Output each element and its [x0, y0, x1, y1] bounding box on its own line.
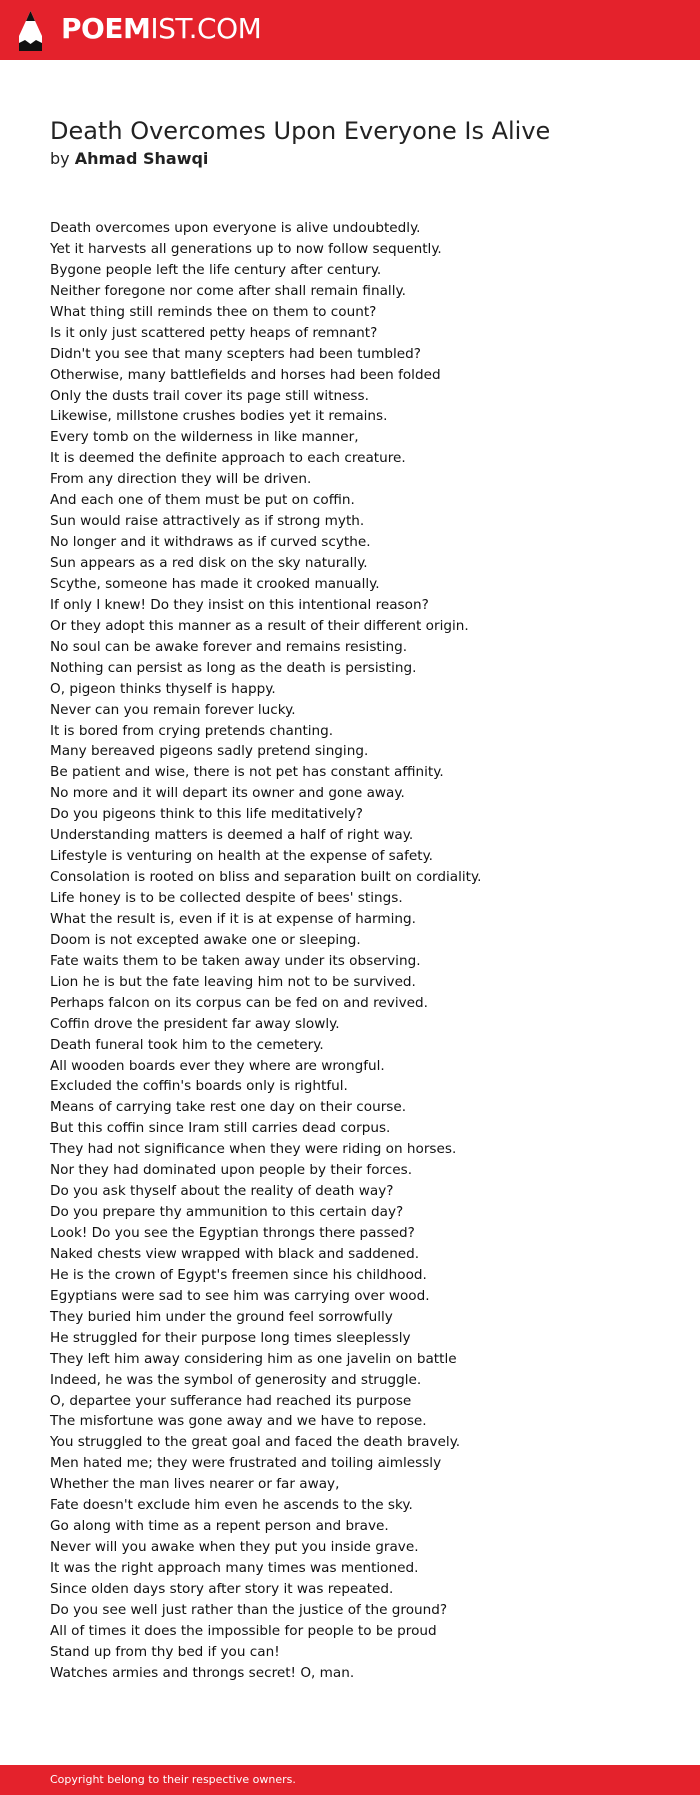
site-footer [0, 1765, 700, 1795]
poem-line: If only I knew! Do they insist on this intentional reason? [50, 596, 429, 613]
poem-line: The misfortune was gone away and we have to repose. [50, 1413, 427, 1430]
poem-line: Fate waits them to be taken away under its observing. [50, 952, 421, 969]
poem-line: Do you prepare thy ammunition to this certain day? [50, 1204, 404, 1221]
poem-line: It was the right approach many times was mentioned. [50, 1560, 419, 1576]
poem-body [50, 218, 670, 1684]
site-logo-link[interactable] [61, 11, 261, 47]
poem-line: Never will you awake when they put you inside grave. [50, 1539, 419, 1556]
poem-line: Is it only just scattered petty heaps of remnant? [50, 324, 378, 341]
poem-line: Lion he is but the fate leaving him not to be survived. [50, 973, 416, 990]
poem-line: Death overcomes upon everyone is alive undoubtedly. [50, 220, 421, 236]
poem-line: Since olden days story after story it was repeated. [50, 1580, 394, 1597]
poem-line: Only the dusts trail cover its page still witness. [50, 387, 369, 404]
poem-line: Nothing can persist as long as the death is persisting. [50, 659, 417, 676]
poem-line: It is deemed the definite approach to each creature. [50, 450, 406, 467]
poem-line: All wooden boards ever they where are wrongful. [50, 1057, 385, 1074]
poem-line: Or they adopt this manner as a result of their different origin. [50, 617, 469, 634]
poem-line: Bygone people left the life century after century. [50, 261, 382, 278]
poem-line: O, departee your sufferance had reached its purpose [50, 1392, 412, 1409]
poem-line: Didn't you see that many scepters had been tumbled? [50, 345, 422, 362]
poem-line: Do you ask thyself about the reality of death way? [50, 1183, 394, 1200]
poem-line: Yet it harvests all generations up to now follow sequently. [50, 240, 442, 257]
poem-line: No longer and it withdraws as if curved scythe. [50, 534, 371, 551]
poem-line: Never can you remain forever lucky. [50, 701, 296, 718]
poem-line: Neither foregone nor come after shall remain finally. [50, 282, 406, 299]
poem-line: Fate doesn't exclude him even he ascends to the sky. [50, 1497, 413, 1514]
poem-line: Men hated me; they were frustrated and toiling aimlessly [50, 1455, 442, 1472]
poem-line: Watches armies and throngs secret! O, man. [50, 1664, 355, 1681]
poem-line: Look! Do you see the Egyptian throngs there passed? [50, 1225, 415, 1241]
poem-line: He struggled for their purpose long times sleeplessly [50, 1329, 411, 1346]
poem-line: Lifestyle is venturing on health at the expense of safety. [50, 848, 434, 865]
poem-line: Doom is not excepted awake one or sleeping. [50, 931, 361, 948]
poem-line: Go along with time as a repent person and brave. [50, 1518, 389, 1535]
poem-author: Ahmad Shawqi [74, 149, 209, 168]
poem-line: O, pigeon thinks thyself is happy. [50, 680, 276, 697]
pencil-icon [18, 10, 43, 52]
poem-line: Every tomb on the wilderness in like manner, [50, 429, 359, 446]
poem-line: They buried him under the ground feel sorrowfully [50, 1308, 393, 1325]
poem-line: Means of carrying take rest one day on their course. [50, 1099, 407, 1116]
poem-line: But this coffin since Iram still carries dead corpus. [50, 1120, 391, 1137]
poem-line: Egyptians were sad to see him was carrying over wood. [50, 1287, 430, 1304]
poem-line: Be patient and wise, there is not pet has constant affinity. [50, 764, 444, 781]
poem-line: Excluded the coffin's boards only is rightful. [50, 1078, 348, 1095]
poem-line: Otherwise, many battlefields and horses had been folded [50, 366, 441, 383]
poem-line: Sun appears as a red disk on the sky naturally. [50, 555, 368, 571]
poem-line: Scythe, someone has made it crooked manually. [50, 575, 380, 592]
poem-line: Life honey is to be collected despite of bees' stings. [50, 890, 403, 906]
poem-line: Coffin drove the president far away slowly. [50, 1015, 340, 1032]
poem-line: Do you see well just rather than the justice of the ground? [50, 1601, 448, 1618]
poem-line: Nor they had dominated upon people by their forces. [50, 1162, 413, 1179]
poem-line: Whether the man lives nearer or far away, [50, 1476, 340, 1493]
poem-line: Consolation is rooted on bliss and separation built on cordiality. [50, 869, 482, 886]
poem-line: Likewise, millstone crushes bodies yet it remains. [50, 408, 388, 425]
poem-line: He is the crown of Egypt's freemen since his childhood. [50, 1266, 427, 1283]
poem-line: They left him away considering him as one javelin on battle [50, 1350, 457, 1367]
poem-line: What thing still reminds thee on them to count? [50, 303, 377, 320]
poem-line: Naked chests view wrapped with black and saddened. [50, 1245, 420, 1262]
poem-title: Death Overcomes Upon Everyone Is Alive [50, 117, 551, 145]
copyright-text: Copyright belong to their respective owners. [50, 1773, 296, 1786]
logo-bold-text: POEM [61, 12, 151, 45]
poem-byline [50, 148, 208, 170]
poem-line: All of times it does the impossible for people to be proud [50, 1622, 437, 1639]
poem-line: Stand up from thy bed if you can! [50, 1643, 280, 1660]
poem-line: No more and it will depart its owner and gone away. [50, 785, 405, 802]
by-label: by [50, 149, 70, 168]
poem-line: No soul can be awake forever and remains resisting. [50, 638, 408, 655]
poem-line: Sun would raise attractively as if strong myth. [50, 513, 365, 530]
poem-line: They had not significance when they were riding on horses. [50, 1141, 457, 1158]
poem-line: Many bereaved pigeons sadly pretend singing. [50, 743, 369, 760]
poem-line: Death funeral took him to the cemetery. [50, 1036, 324, 1053]
poem-line: It is bored from crying pretends chanting. [50, 722, 334, 739]
poem-line: You struggled to the great goal and faced the death bravely. [50, 1434, 461, 1451]
poem-line: And each one of them must be put on coffin. [50, 492, 355, 509]
poem-line: Indeed, he was the symbol of generosity and struggle. [50, 1371, 422, 1388]
poem-line: Do you pigeons think to this life meditatively? [50, 806, 364, 823]
poem-line: Understanding matters is deemed a half of right way. [50, 827, 414, 844]
poem-line: What the result is, even if it is at expense of harming. [50, 910, 416, 927]
site-header [0, 0, 700, 60]
poem-line: From any direction they will be driven. [50, 471, 312, 488]
poem-line: Perhaps falcon on its corpus can be fed on and revived. [50, 994, 428, 1011]
logo-light-text: IST.COM [150, 12, 262, 45]
